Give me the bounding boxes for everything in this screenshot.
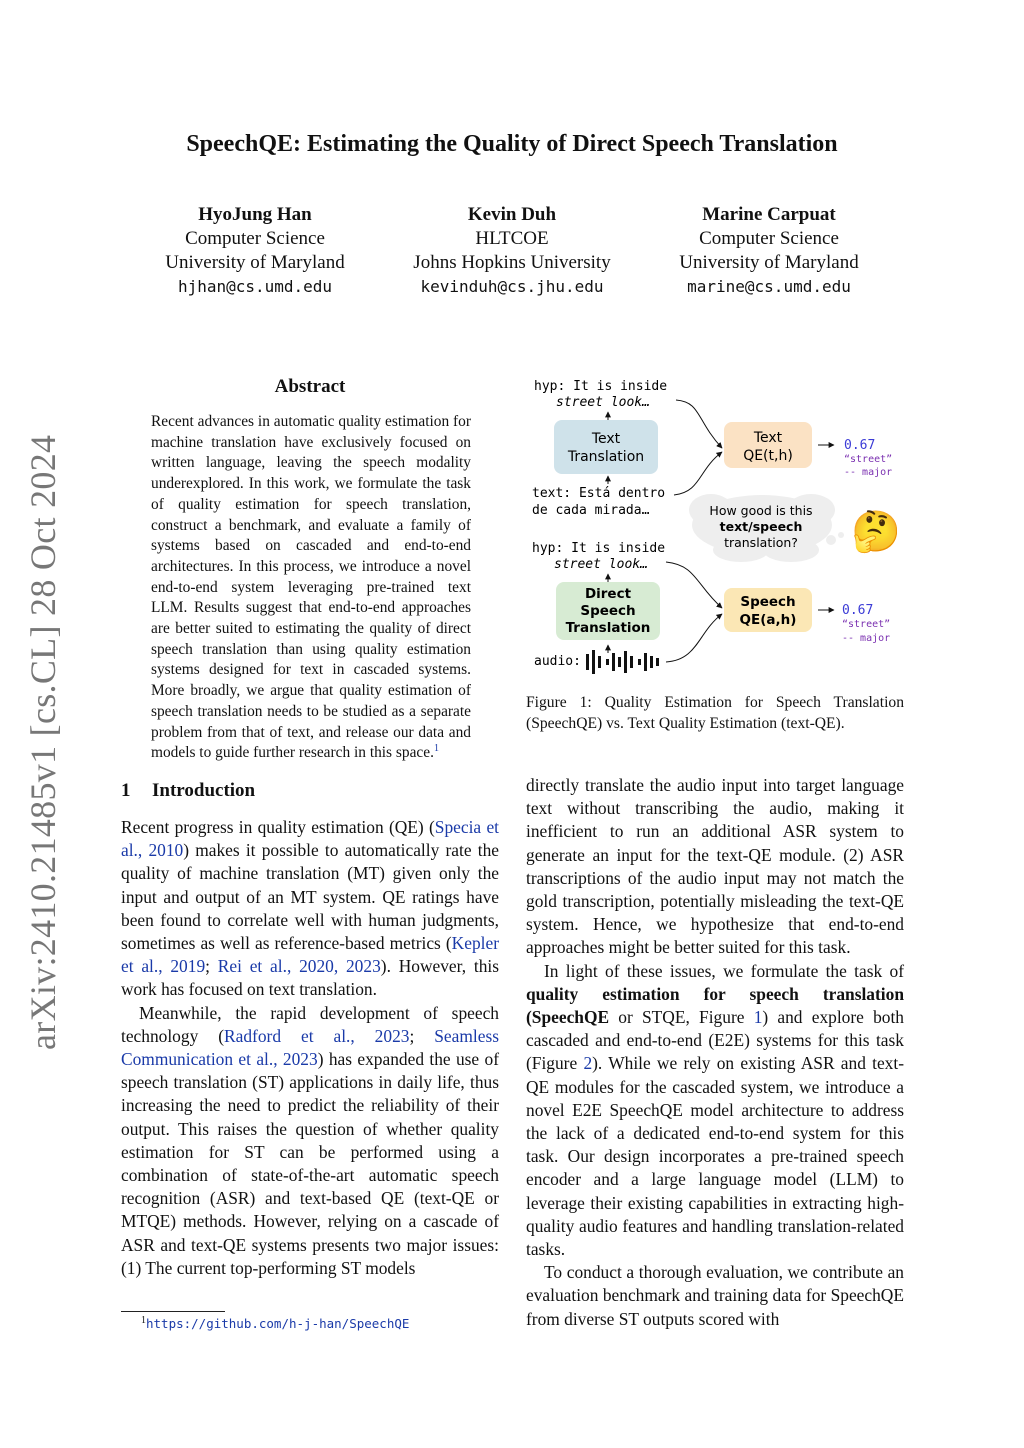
dst-label-2: Speech	[580, 603, 636, 619]
author-name: Kevin Duh	[467, 204, 557, 225]
author-affiliation: Johns Hopkins University	[413, 252, 611, 273]
intro-paragraph-2	[121, 1002, 499, 1280]
speech-qe-error-word: “street”	[842, 619, 891, 630]
author-name: Marine Carpuat	[702, 204, 836, 225]
text-qe-label-2: QE(t,h)	[743, 448, 793, 464]
author-dept: Computer Science	[185, 228, 325, 249]
text-source-line-2: de cada mirada…	[532, 503, 650, 518]
intro-paragraph-1	[121, 816, 499, 1002]
speech-qe-score: 0.67	[842, 603, 874, 618]
author-email[interactable]: kevinduh@cs.jhu.edu	[420, 277, 604, 296]
dst-label-3: Translation	[565, 620, 651, 636]
right-column	[526, 774, 904, 1331]
right-paragraph-1: directly translate the audio input into target language text without transcribing the audio, making it inefficient to run an additional ASR system to generate an input for the text-QE module. (2) ASR transcriptions of the audio input may not match the gold transcription, potentially misleading the text-QE system. Hence, we hypothesize that end-to-end approaches might be better suited for this task.	[526, 775, 904, 958]
footnote-divider	[121, 1311, 225, 1312]
text-run: or STQE, Figure	[609, 1007, 754, 1028]
text-run: ). While we rely on existing ASR and text-QE modules for the cascaded system, we introduce a novel E2E SpeechQE model architecture to address the lack of a dedicated end-to-end system for this task. Our design incorporates a pre-trained speech encoder and a large language model (LLM) to leverage their existing capabilities in extracting high-quality audio features and handling translation-related tasks.	[526, 1053, 904, 1260]
footnote-marker[interactable]: 1	[433, 743, 439, 755]
author-affiliation: University of Maryland	[679, 252, 859, 273]
text-run: Meanwhile, the rapid development of speech technology (	[121, 1002, 499, 1046]
text-run: ;	[409, 1025, 435, 1046]
footnote	[141, 1316, 409, 1331]
text-source-line-1: text: Está dentro	[532, 486, 666, 501]
section-number: 1	[121, 779, 131, 801]
citation-link[interactable]: Rei et al., 2020, 2023	[217, 956, 381, 977]
bubble-line-3: translation?	[724, 535, 798, 550]
figure-caption: Figure 1: Quality Estimation for Speech Translation (SpeechQE) vs. Text Quality Estimation (text-QE).	[526, 694, 904, 732]
speech-qe-label-1: Speech	[740, 594, 796, 610]
author-3	[639, 203, 899, 299]
author-2	[382, 203, 642, 299]
text-qe-label-1: Text	[753, 430, 783, 446]
text-translation-box	[554, 420, 658, 474]
paper-title: SpeechQE: Estimating the Quality of Direct Speech Translation	[186, 131, 838, 157]
audio-label: audio:	[534, 654, 581, 669]
speech-hyp-line-2: street look…	[554, 557, 648, 572]
citation-link[interactable]: Specia et al., 2010	[121, 816, 499, 861]
author-email[interactable]: marine@cs.umd.edu	[687, 277, 851, 296]
citation-link[interactable]: Kepler et al., 2019	[121, 932, 499, 977]
text-run: In light of these issues, we formulate the task of	[544, 960, 904, 981]
speech-audio-connector	[666, 614, 722, 662]
text-qe-score: 0.67	[844, 438, 876, 453]
audio-waveform-icon	[586, 650, 659, 674]
text-run: ) has expanded the use of speech translation (ST) applications in daily life, thus increasing the need to predict the reliability of their output. This raises the question of whether quality estimation for ST can be performed using a combination of state-of-the-art automatic speech recognition (ASR) and text-based QE (text-QE or MTQE) methods. However, relying on a cascade of ASR and text-QE systems presents two major issues: (1) The current top-performing ST models	[121, 1048, 499, 1278]
bubble-line-2: text/speech	[719, 519, 803, 534]
speech-hyp-connector	[666, 562, 722, 608]
text-translation-label-2: Translation	[567, 449, 645, 465]
footnote-number: 1	[141, 1314, 146, 1326]
text-hyp-line-2: street look…	[556, 395, 650, 410]
text-qe-error-severity: -- major	[844, 467, 893, 478]
author-dept: Computer Science	[699, 228, 839, 249]
citation-link[interactable]: Seamless Communication et al., 2023	[121, 1025, 499, 1069]
figure-diagram	[526, 370, 926, 690]
text-translation-label-1: Text	[591, 431, 621, 447]
author-email[interactable]: hjhan@cs.umd.edu	[177, 277, 333, 296]
dst-label-1: Direct	[584, 586, 632, 602]
arxiv-identifier: arXiv:2410.21485v1 [cs.CL] 28 Oct 2024	[23, 434, 63, 1050]
text-run: ;	[205, 956, 218, 977]
section-title: Introduction	[152, 779, 256, 801]
thinking-face-icon: 🤔	[851, 509, 901, 555]
text-run: Recent progress in quality estimation (QE) (	[121, 816, 435, 837]
bold-term: quality estimation for speech translation (SpeechQE	[526, 983, 904, 1028]
left-column	[121, 376, 499, 1280]
figure-1	[526, 370, 926, 690]
text-hyp-line-1: hyp: It is inside	[534, 379, 668, 394]
footnote-url-link[interactable]: https://github.com/h-j-han/SpeechQE	[146, 1316, 410, 1331]
text-run: ) and explore both cascaded and end-to-end (E2E) systems for this task (Figure	[526, 1007, 905, 1074]
bubble-line-1: How good is this	[709, 503, 813, 518]
text-src-connector	[674, 452, 722, 495]
text-hyp-connector	[676, 400, 722, 448]
text-run: ) makes it possible to automatically rate the quality of machine translation (MT) given only the input and output of an MT system. QE ratings have been found to correlate well with human judgments, sometimes as well as reference-based metrics (	[121, 840, 499, 953]
right-paragraph-2	[526, 960, 904, 1262]
section-heading-introduction	[121, 780, 499, 802]
citation-link[interactable]: Radford et al., 2023	[224, 1025, 410, 1046]
figure-ref-link[interactable]: 1	[753, 1007, 763, 1028]
text-run: ). However, this work has focused on text translation.	[121, 956, 500, 1000]
speech-qe-error-severity: -- major	[842, 633, 891, 644]
speech-hyp-line-1: hyp: It is inside	[532, 541, 666, 556]
right-paragraph-3: To conduct a thorough evaluation, we contribute an evaluation benchmark and training data for SpeechQE from diverse ST outputs scored with	[526, 1262, 904, 1329]
figure-ref-link[interactable]: 2	[583, 1053, 593, 1074]
author-1	[125, 203, 385, 299]
text-qe-error-word: “street”	[844, 454, 893, 465]
abstract-body-text: Recent advances in automatic quality estimation for machine translation have exclusively focused on written language, leaving the speech modality underexplored. In this work, we formulate the task of quality estimation for speech translation, construct a benchmark, and evaluate a family of systems based on cascaded and end-to-end architectures. In this process, we introduce a novel end-to-end system leveraging pre-trained text LLM. Results suggest that end-to-end approaches are better suited to estimating the quality of direct speech translation than using quality estimation systems designed for text in cascaded systems. More broadly, we argue that quality estimation of speech translation needs to be studied as a separate problem from that of text, and release our data and models to guide further research in this space.	[151, 413, 471, 762]
author-affiliation: University of Maryland	[165, 252, 345, 273]
abstract-heading: Abstract	[274, 376, 346, 397]
speech-qe-label-2: QE(a,h)	[739, 612, 797, 628]
author-dept: HLTCOE	[475, 228, 549, 249]
author-name: HyoJung Han	[198, 204, 312, 225]
abstract-text	[151, 412, 471, 764]
